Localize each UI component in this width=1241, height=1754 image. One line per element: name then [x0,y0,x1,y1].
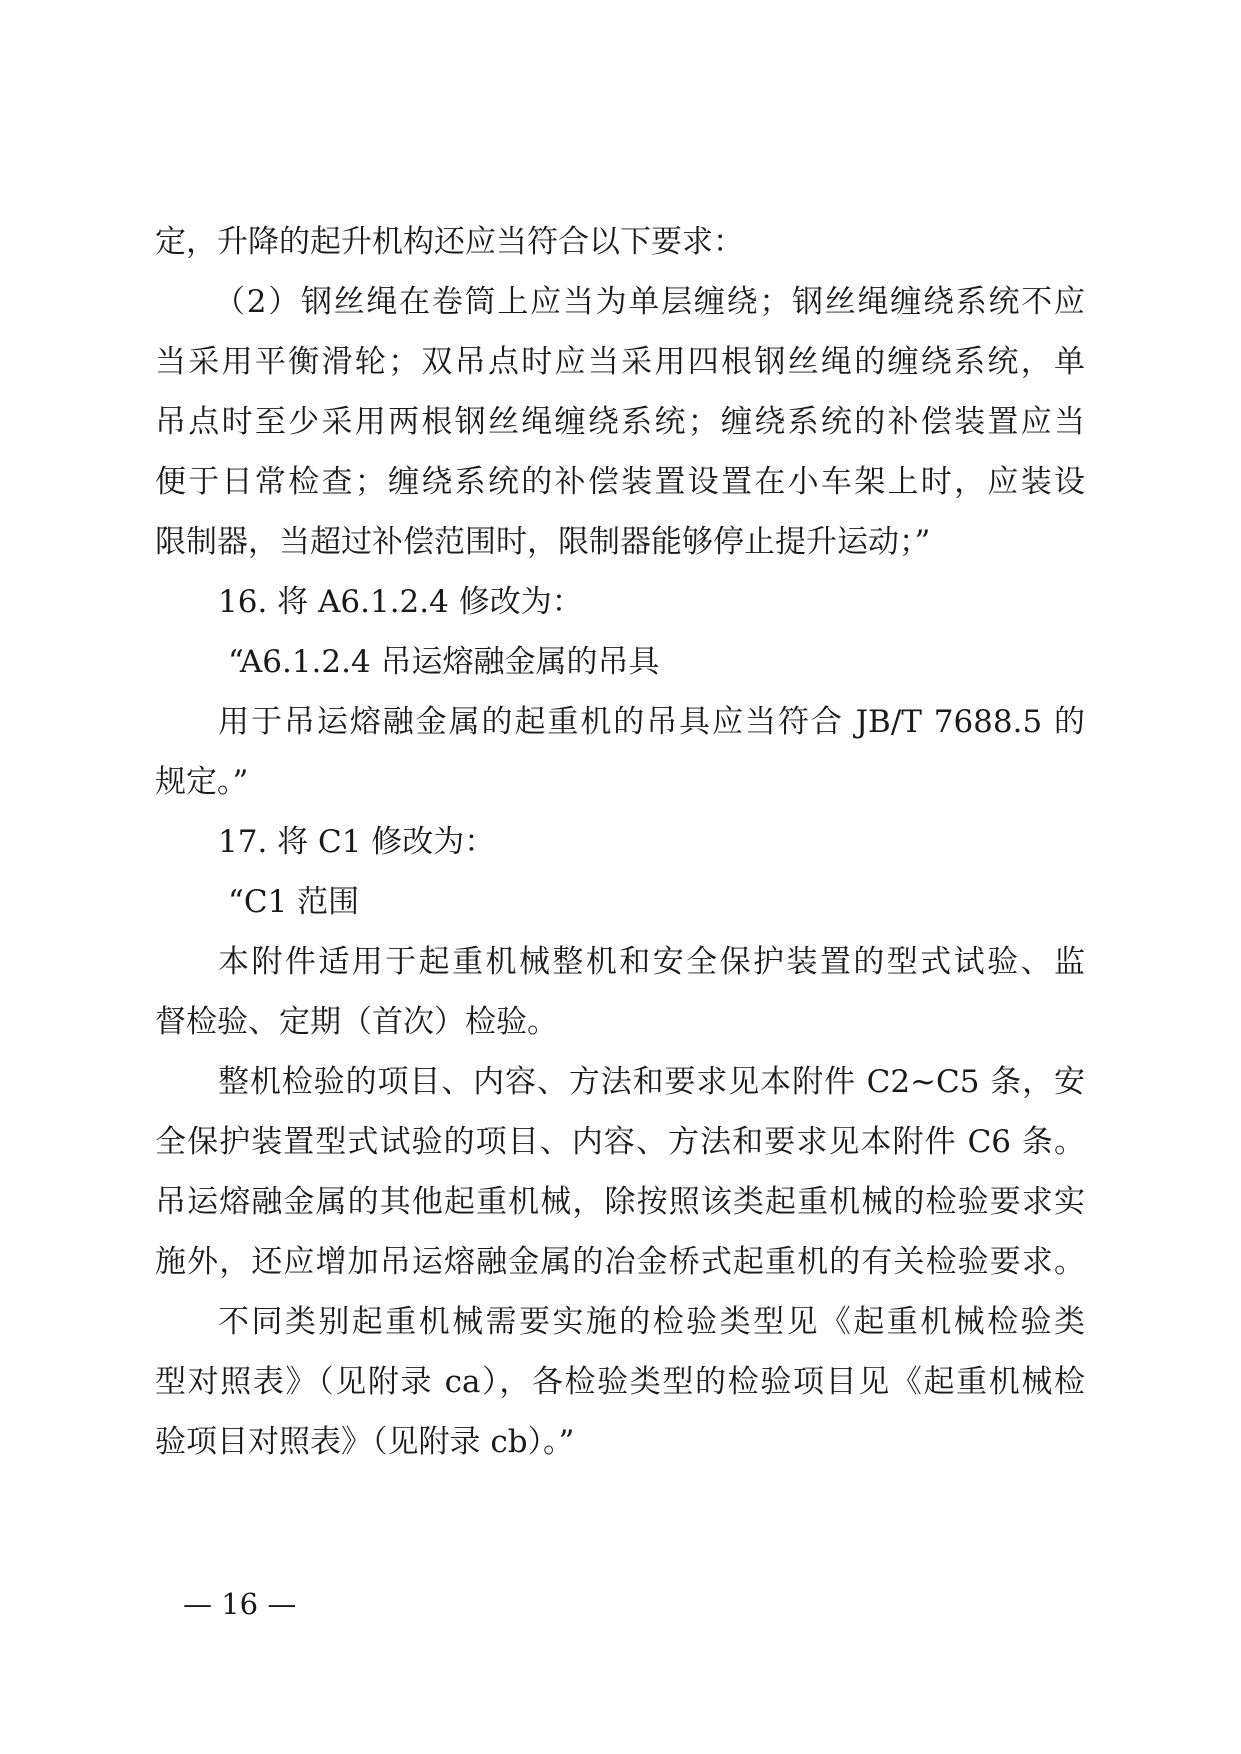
text-line: 规定。” [155,764,249,800]
text-line: 便于日常检查；缠绕系统的补偿装置设置在小车架上时，应装设 [155,464,1085,500]
text-line: 全保护装置型式试验的项目、内容、方法和要求见本附件 C6 条。 [155,1124,1085,1160]
text-line: 验项目对照表》（见附录 cb）。” [155,1424,575,1460]
text-line: 吊运熔融金属的其他起重机械，除按照该类起重机械的检验要求实 [155,1184,1085,1220]
text-line: 施外，还应增加吊运熔融金属的冶金桥式起重机的有关检验要求。 [155,1244,1085,1280]
text-line: 本附件适用于起重机械整机和安全保护装置的型式试验、监 [218,944,1085,980]
text-line: “C1 范围 [228,884,360,920]
text-line: （2）钢丝绳在卷筒上应当为单层缠绕；钢丝绳缠绕系统不应 [214,284,1085,320]
text-line: 整机检验的项目、内容、方法和要求见本附件 C2~C5 条，安 [218,1064,1085,1100]
text-line: 吊点时至少采用两根钢丝绳缠绕系统；缠绕系统的补偿装置应当 [155,404,1085,440]
text-line: “A6.1.2.4 吊运熔融金属的吊具 [228,644,660,680]
text-line: 不同类别起重机械需要实施的检验类型见《起重机械检验类 [218,1304,1085,1340]
section-heading: 16. 将 A6.1.2.4 修改为： [218,584,583,620]
text-line: 督检验、定期（首次）检验。 [155,1004,558,1040]
section-heading: 17. 将 C1 修改为： [218,824,496,860]
text-line: 型对照表》（见附录 ca），各检验类型的检验项目见《起重机械检 [155,1364,1085,1400]
page-number: — 16 — [183,1587,297,1621]
text-line: 限制器，当超过补偿范围时，限制器能够停止提升运动；” [155,524,931,560]
text-line: 用于吊运熔融金属的起重机的吊具应当符合 JB/T 7688.5 的 [218,704,1085,740]
text-line: 当采用平衡滑轮；双吊点时应当采用四根钢丝绳的缠绕系统，单 [155,344,1085,380]
text-line: 定，升降的起升机构还应当符合以下要求： [155,224,744,260]
